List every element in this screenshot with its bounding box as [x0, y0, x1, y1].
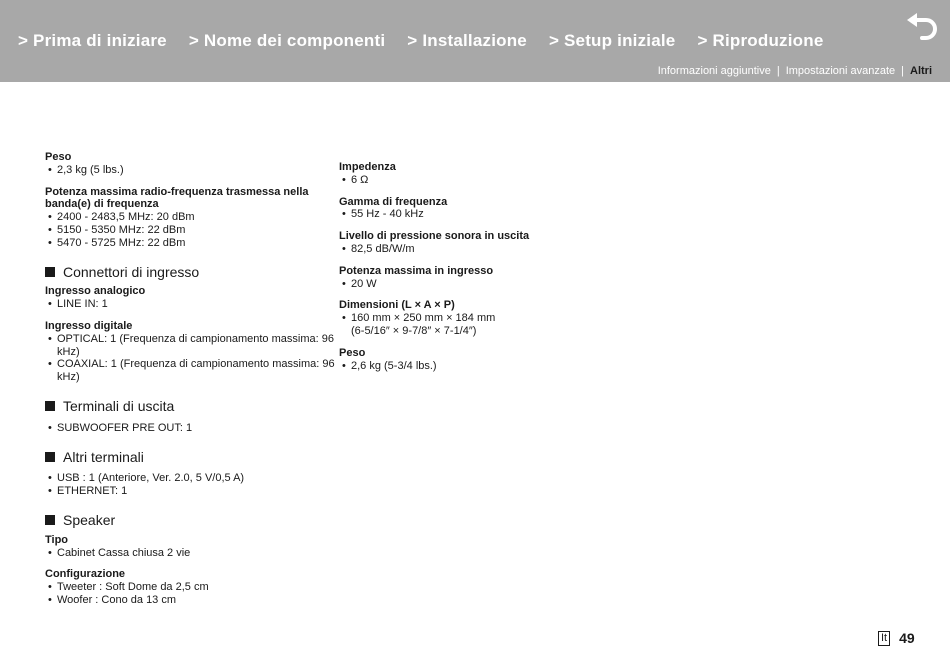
- specs-column-right: [339, 161, 629, 372]
- spec-value-potenza: • 20 W: [339, 278, 629, 291]
- spec-value-livello: • 82,5 dB/W/m: [339, 243, 629, 256]
- section-title-text: Altri terminali: [63, 448, 144, 465]
- section-title-text: Terminali di uscita: [63, 397, 175, 414]
- nav-prima-di-iniziare[interactable]: > Prima di iniziare: [18, 31, 167, 50]
- subnav-impostazioni-avanzate[interactable]: Impostazioni avanzate: [785, 65, 896, 77]
- spec-value-woofer: • Woofer : Cono da 13 cm: [45, 594, 335, 607]
- return-arrow-icon[interactable]: [904, 12, 940, 42]
- spec-value-dimensioni-inch: (6-5/16″ × 9-7/8″ × 7-1/4″): [351, 324, 477, 337]
- subnav-separator: |: [901, 65, 904, 77]
- spec-label-tipo: Tipo: [45, 533, 69, 546]
- spec-value-tweeter: • Tweeter : Soft Dome da 2,5 cm: [45, 581, 335, 594]
- spec-value-ethernet: • ETHERNET: 1: [45, 485, 335, 498]
- section-square-icon: [45, 452, 55, 462]
- spec-value-dimensioni: [339, 312, 629, 338]
- spec-value-peso: • 2,3 kg (5 lbs.): [45, 164, 335, 177]
- spec-value-coaxial: • COAXIAL: 1 (Frequenza di campionamento massima: 96 kHz): [45, 358, 335, 384]
- spec-value-tipo: • Cabinet Cassa chiusa 2 vie: [45, 547, 335, 560]
- section-title-altri-terminali: [45, 448, 335, 465]
- spec-label-impedenza: Impedenza: [339, 161, 396, 173]
- section-square-icon: [45, 401, 55, 411]
- spec-value-rf: • 5470 - 5725 MHz: 22 dBm: [45, 237, 335, 250]
- section-title-speaker: [45, 511, 335, 528]
- spec-value-dimensioni-mm: 160 mm × 250 mm × 184 mm: [351, 312, 496, 325]
- page-number: 49: [899, 630, 915, 646]
- spec-label-configurazione: Configurazione: [45, 568, 126, 581]
- nav-setup-iniziale[interactable]: > Setup iniziale: [548, 31, 676, 50]
- specs-column-left: [45, 151, 335, 607]
- language-badge: It: [878, 631, 890, 646]
- subnav-altri[interactable]: Altri: [910, 65, 932, 77]
- subnav-informazioni-aggiuntive[interactable]: Informazioni aggiuntive: [657, 65, 771, 77]
- sub-navigation: [658, 65, 932, 77]
- spec-value-ingresso-analogico: • LINE IN: 1: [45, 298, 335, 311]
- nav-nome-dei-componenti[interactable]: > Nome dei componenti: [188, 31, 386, 50]
- main-nav: [18, 31, 846, 51]
- spec-label-livello: Livello di pressione sonora in uscita: [339, 230, 530, 243]
- spec-label-rf-power: Potenza massima radio-frequenza trasmessa nella banda(e) di frequenza: [45, 185, 309, 211]
- spec-label-ingresso-analogico: Ingresso analogico: [45, 285, 146, 298]
- section-square-icon: [45, 267, 55, 277]
- section-title-uscita: [45, 397, 335, 414]
- top-navigation-bar: [0, 0, 950, 82]
- section-square-icon: [45, 515, 55, 525]
- spec-value-subwoofer: • SUBWOOFER PRE OUT: 1: [45, 422, 335, 435]
- spec-label-ingresso-digitale: Ingresso digitale: [45, 319, 133, 332]
- section-title-text: Connettori di ingresso: [63, 263, 200, 280]
- spec-label-peso-speaker: Peso: [339, 346, 366, 359]
- spec-label-potenza: Potenza massima in ingresso: [339, 264, 494, 277]
- spec-value-impedenza: • 6 Ω: [339, 174, 629, 187]
- spec-label-peso: Peso: [45, 151, 72, 163]
- subnav-separator: |: [776, 65, 780, 77]
- nav-riproduzione[interactable]: > Riproduzione: [697, 31, 824, 50]
- nav-installazione[interactable]: > Installazione: [407, 31, 527, 50]
- spec-value-optical: • OPTICAL: 1 (Frequenza di campionamento massima: 96 kHz): [45, 333, 335, 359]
- spec-value-rf: • 5150 - 5350 MHz: 22 dBm: [45, 224, 335, 237]
- page-footer: [878, 630, 915, 646]
- section-title-text: Speaker: [63, 511, 116, 528]
- spec-value-rf: • 2400 - 2483,5 MHz: 20 dBm: [45, 211, 335, 224]
- spec-label-dimensioni: Dimensioni (L × A × P): [339, 299, 455, 312]
- spec-value-peso-speaker: • 2,6 kg (5-3/4 lbs.): [339, 360, 629, 373]
- section-title-connettori: [45, 263, 335, 280]
- spec-label-gamma: Gamma di frequenza: [339, 195, 448, 208]
- spec-value-gamma: • 55 Hz - 40 kHz: [339, 208, 629, 221]
- spec-value-usb: • USB : 1 (Anteriore, Ver. 2.0, 5 V/0,5 A): [45, 472, 335, 485]
